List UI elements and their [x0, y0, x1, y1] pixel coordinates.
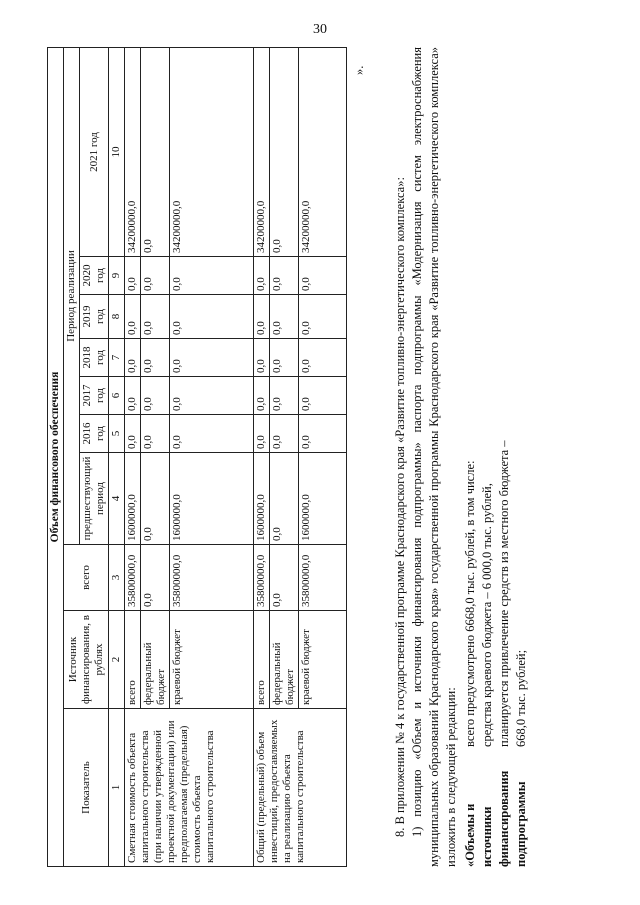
position-values: [462, 47, 530, 747]
closing-quote: ».: [352, 65, 366, 75]
year-cell: 0,0: [254, 377, 270, 415]
year-cell: 0,0: [270, 257, 299, 295]
source-cell: федеральный бюджет: [141, 611, 170, 709]
year-cell: 0,0: [170, 377, 254, 415]
year-cell: 0,0: [254, 339, 270, 377]
header-indicator: Показатель: [64, 709, 109, 867]
prev-cell: 0,0: [141, 453, 170, 545]
position-line: 668,0 тыс. рублей;: [514, 649, 528, 747]
header-year: 2019 год: [80, 295, 109, 339]
header-year: 2020 год: [80, 257, 109, 295]
source-cell: всего: [125, 611, 141, 709]
col-num: 3: [109, 545, 125, 611]
position-line: всего предусмотрено 6668,0 тыс. рублей, в том числе:: [463, 460, 477, 747]
year-cell: 34200000,0: [125, 48, 141, 257]
position-label: «Объемы и источники финансирования подпрограммы: [463, 770, 528, 867]
year-cell: 0,0: [254, 295, 270, 339]
position-line: планируется привлечение средств из местного бюджета –: [497, 440, 511, 747]
col-num: 4: [109, 453, 125, 545]
indicator-cell: Сметная стоимость объекта капитального строительства (при наличии утвержденной проектной документации) или предполагаемая (предельная) стоимость объекта капитального строительства: [125, 709, 254, 867]
header-year: 2018 год: [80, 339, 109, 377]
table-row: [254, 48, 270, 867]
year-cell: 0,0: [170, 295, 254, 339]
year-cell: 0,0: [125, 257, 141, 295]
total-cell: 35800000,0: [254, 545, 270, 611]
year-cell: 0,0: [299, 295, 347, 339]
body-text: [392, 47, 530, 867]
year-cell: 0,0: [170, 339, 254, 377]
prev-cell: 1600000,0: [254, 453, 270, 545]
year-cell: 0,0: [299, 339, 347, 377]
paragraph-8: 8. В приложении № 4 к государственной программе Краснодарского края «Развитие топливно-энергетического комплекса»:: [393, 177, 407, 837]
col-num: 2: [109, 611, 125, 709]
year-cell: 0,0: [299, 377, 347, 415]
year-cell: 0,0: [170, 415, 254, 453]
year-cell: 0,0: [170, 257, 254, 295]
total-cell: 35800000,0: [299, 545, 347, 611]
total-cell: 35800000,0: [170, 545, 254, 611]
col-num: 9: [109, 257, 125, 295]
prev-cell: 1600000,0: [125, 453, 141, 545]
col-num: 8: [109, 295, 125, 339]
year-cell: 0,0: [299, 415, 347, 453]
col-num: 6: [109, 377, 125, 415]
year-cell: 0,0: [141, 48, 170, 257]
year-cell: 0,0: [299, 257, 347, 295]
col-num: 7: [109, 339, 125, 377]
year-cell: 0,0: [254, 415, 270, 453]
header-source: Источник финансирования, в рублях: [64, 611, 109, 709]
year-cell: 0,0: [270, 339, 299, 377]
year-cell: 0,0: [270, 415, 299, 453]
source-cell: федеральный бюджет: [270, 611, 299, 709]
finance-table: [47, 47, 347, 867]
year-cell: 0,0: [254, 257, 270, 295]
year-cell: 0,0: [125, 295, 141, 339]
col-num: 1: [109, 709, 125, 867]
position-line: средства краевого бюджета – 6 000,0 тыс. рублей,: [480, 483, 494, 747]
year-cell: 0,0: [125, 339, 141, 377]
rotated-content: [47, 47, 528, 867]
year-cell: 0,0: [270, 48, 299, 257]
header-period: Период реализации: [64, 48, 80, 545]
table-title: Объем финансового обеспечения: [48, 48, 64, 867]
year-cell: 0,0: [141, 339, 170, 377]
prev-cell: 1600000,0: [299, 453, 347, 545]
header-total: всего: [64, 545, 109, 611]
year-cell: 0,0: [270, 377, 299, 415]
table-row: [125, 48, 141, 867]
header-year: 2021 год: [80, 48, 109, 257]
source-cell: краевой бюджет: [170, 611, 254, 709]
source-cell: всего: [254, 611, 270, 709]
source-cell: краевой бюджет: [299, 611, 347, 709]
total-cell: 0,0: [270, 545, 299, 611]
year-cell: 0,0: [141, 295, 170, 339]
year-cell: 34200000,0: [254, 48, 270, 257]
prev-cell: 0,0: [270, 453, 299, 545]
total-cell: 0,0: [141, 545, 170, 611]
page-number: 30: [313, 22, 327, 37]
total-cell: 35800000,0: [125, 545, 141, 611]
year-cell: 0,0: [141, 415, 170, 453]
prev-cell: 1600000,0: [170, 453, 254, 545]
year-cell: 34200000,0: [299, 48, 347, 257]
year-cell: 0,0: [141, 257, 170, 295]
year-cell: 0,0: [141, 377, 170, 415]
position-block: [462, 47, 530, 867]
paragraph-1: 1) позицию «Объем и источники финансирования подпрограммы» паспорта подпрограммы «Модернизация систем электроснабжения муниципальных образований Краснодарского края» государственной программы Краснодарского края «Развитие топливно-энергетического комплекса» изложить в следующей редакции:: [410, 47, 458, 867]
col-num: 5: [109, 415, 125, 453]
column-number-row: [109, 48, 125, 867]
year-cell: 0,0: [125, 377, 141, 415]
year-cell: 0,0: [125, 415, 141, 453]
header-prev: предшествующий период: [80, 453, 109, 545]
col-num: 10: [109, 48, 125, 257]
year-cell: 0,0: [270, 295, 299, 339]
year-cell: 34200000,0: [170, 48, 254, 257]
header-year: 2017 год: [80, 377, 109, 415]
header-year: 2016 год: [80, 415, 109, 453]
indicator-cell: Общий (предельный) объем инвестиций, предоставляемых на реализацию объекта капитального строительства: [254, 709, 347, 867]
